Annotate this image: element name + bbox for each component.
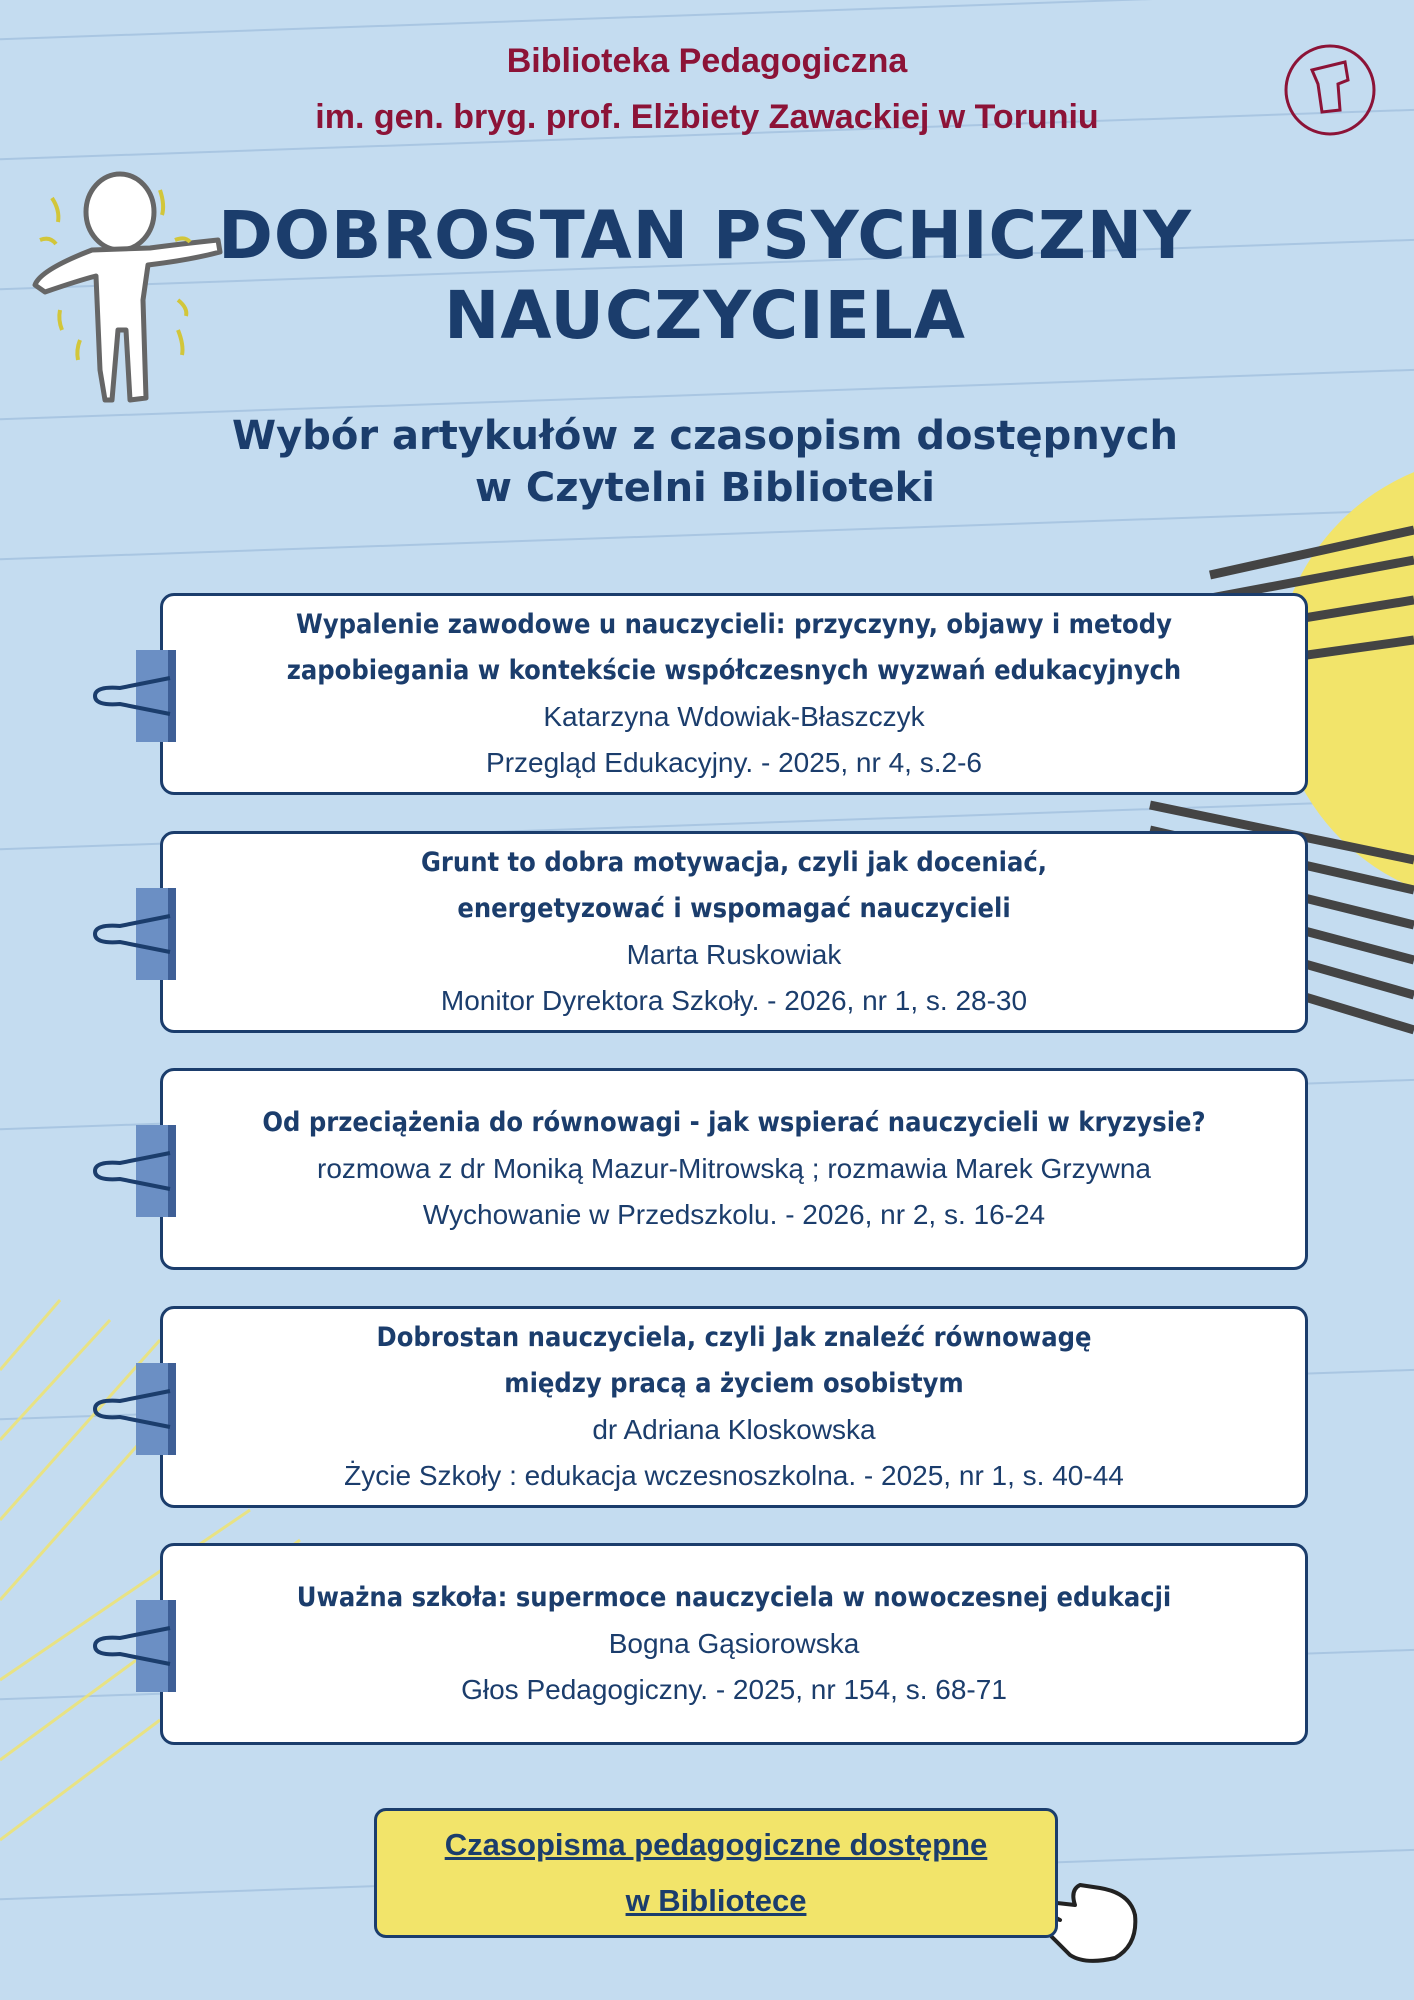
article-title: Wypalenie zawodowe u nauczycieli: przyczyny, objawy i metody (296, 609, 1172, 640)
article-card (160, 831, 1308, 1033)
article-author: Marta Ruskowiak (626, 939, 842, 970)
title-line: NAUCZYCIELA (444, 277, 966, 354)
binder-clip-icon (90, 648, 185, 748)
article-source: Przegląd Edukacyjny. - 2025, nr 4, s.2-6 (486, 747, 982, 778)
article-card (160, 1306, 1308, 1508)
article-author: rozmowa z dr Moniką Mazur-Mitrowską ; rozmawia Marek Grzywna (317, 1153, 1151, 1184)
article-title: Uważna szkoła: supermoce nauczyciela w nowoczesnej edukacji (296, 1582, 1172, 1613)
article-source: Życie Szkoły : edukacja wczesnoszkolna. - 2025, nr 1, s. 40-44 (344, 1460, 1124, 1491)
stick-figure-illustration (35, 174, 220, 400)
subtitle-line: w Czytelni Biblioteki (475, 465, 935, 511)
article-title: Dobrostan nauczyciela, czyli Jak znaleźć równowagę (376, 1322, 1092, 1353)
binder-clip-icon (90, 1598, 185, 1698)
article-card (160, 1068, 1308, 1270)
page-subtitle (150, 410, 1260, 514)
cta-line[interactable]: w Bibliotece (625, 1883, 807, 1918)
binder-clip-icon (90, 886, 185, 986)
article-author: Bogna Gąsiorowska (608, 1628, 860, 1659)
cta-line[interactable]: Czasopisma pedagogiczne dostępne (444, 1827, 988, 1862)
article-source: Głos Pedagogiczny. - 2025, nr 154, s. 68-71 (461, 1674, 1007, 1705)
article-source: Wychowanie w Przedszkolu. - 2026, nr 2, s. 16-24 (422, 1199, 1046, 1230)
article-card (160, 593, 1308, 795)
article-title: między pracą a życiem osobistym (504, 1368, 964, 1399)
library-name: Biblioteka Pedagogiczna (506, 42, 908, 80)
article-title: energetyzować i wspomagać nauczycieli (457, 893, 1011, 924)
binder-clip-icon (90, 1361, 185, 1461)
library-patron: im. gen. bryg. prof. Elżbiety Zawackiej w Toruniu (315, 98, 1099, 136)
page-title (200, 196, 1210, 356)
article-title: Od przeciążenia do równowagi - jak wspierać nauczycieli w kryzysie? (262, 1107, 1206, 1138)
article-title: Grunt to dobra motywacja, czyli jak doceniać, (420, 847, 1048, 878)
journals-link-button[interactable] (374, 1808, 1058, 1938)
article-author: Katarzyna Wdowiak-Błaszczyk (543, 701, 925, 732)
binder-clip-icon (90, 1123, 185, 1223)
article-author: dr Adriana Kloskowska (592, 1414, 876, 1445)
article-title: zapobiegania w kontekście współczesnych wyzwań edukacyjnych (286, 655, 1182, 686)
article-source: Monitor Dyrektora Szkoły. - 2026, nr 1, s. 28-30 (440, 985, 1028, 1016)
article-card (160, 1543, 1308, 1745)
subtitle-line: Wybór artykułów z czasopism dostępnych (232, 413, 1178, 459)
title-line: DOBROSTAN PSYCHICZNY (218, 197, 1192, 274)
